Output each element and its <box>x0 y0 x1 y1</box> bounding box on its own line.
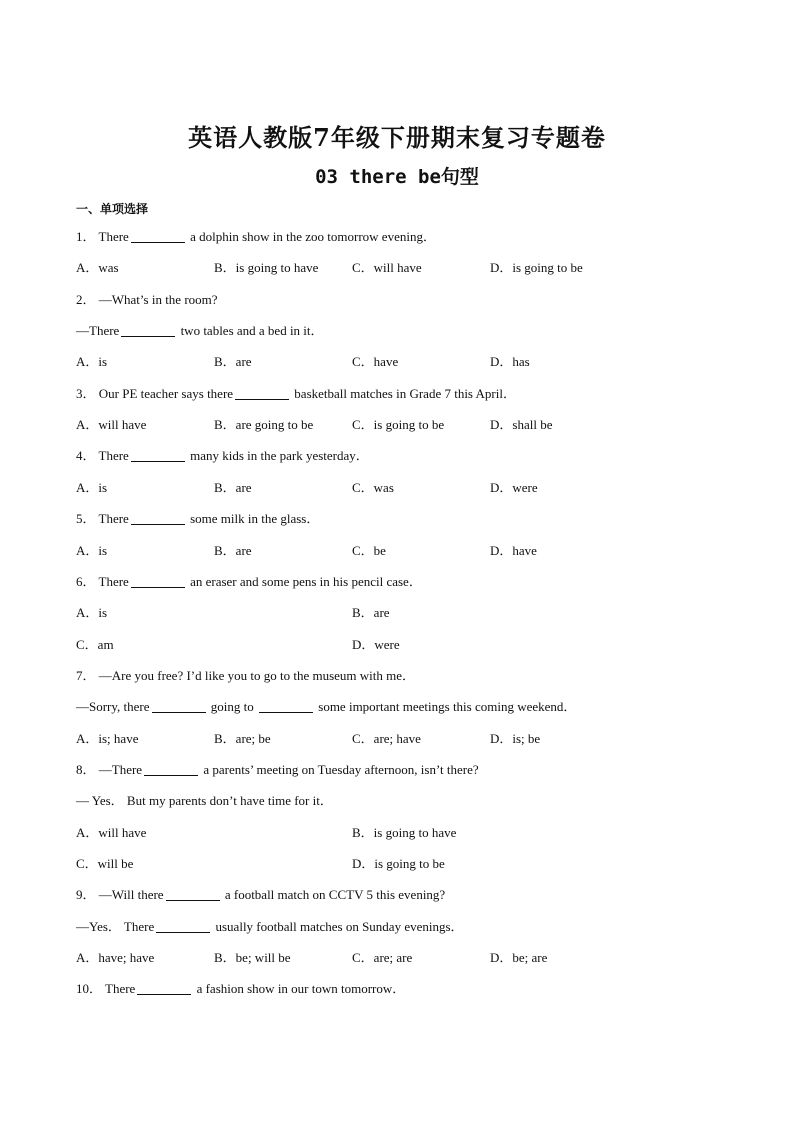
answer-blank <box>131 523 185 525</box>
question-text: some milk in the glass． <box>186 511 320 527</box>
option-row <box>76 947 696 965</box>
question-line <box>76 445 369 464</box>
option-b[interactable]: B．is going to have <box>352 824 457 840</box>
option-a[interactable]: A．is; have <box>76 730 139 746</box>
option-d[interactable]: D．is; be <box>490 730 541 746</box>
question-text: a football match on CCTV 5 this evening? <box>221 887 446 903</box>
question-text: There <box>105 981 136 997</box>
option-c[interactable]: C．are; have <box>352 730 421 746</box>
question-line <box>76 383 516 402</box>
page-subtitle: 03 there be句型 <box>315 166 479 188</box>
option-a[interactable]: A．will have <box>76 417 147 433</box>
question-text: —Will there <box>98 887 164 903</box>
option-d[interactable]: D．is going to be <box>490 260 583 276</box>
page-title: 英语人教版7年级下册期末复习专题卷 <box>188 123 606 152</box>
answer-blank <box>131 586 185 588</box>
question-text: basketball matches in Grade 7 this April． <box>291 385 516 401</box>
option-b[interactable]: B．be; will be <box>214 950 291 966</box>
option-a[interactable]: A．have; have <box>76 950 155 966</box>
option-a[interactable]: A．will have <box>76 824 147 840</box>
question-number: 6． <box>76 573 99 589</box>
question-number: 5． <box>76 511 99 527</box>
question-text: a dolphin show in the zoo tomorrow evening． <box>186 229 436 244</box>
option-d[interactable]: D．be; are <box>490 950 548 966</box>
option-c[interactable]: C．are; are <box>352 950 413 966</box>
question-line <box>76 759 479 778</box>
option-d[interactable]: D．were <box>490 479 538 495</box>
answer-blank <box>235 398 289 400</box>
question-line <box>76 226 436 245</box>
option-a[interactable]: A．is <box>76 479 108 495</box>
answer-blank <box>166 899 220 901</box>
question-text: —Sorry, there <box>76 699 150 715</box>
question-text: There <box>98 229 129 244</box>
option-c[interactable]: C．will be <box>76 856 134 871</box>
option-row <box>76 634 696 652</box>
option-b[interactable]: B．is going to have <box>214 260 319 276</box>
option-row <box>76 351 696 369</box>
question-number: 7． <box>76 667 99 683</box>
answer-blank <box>152 711 206 713</box>
option-c[interactable]: C．was <box>352 479 394 495</box>
question-line <box>76 916 464 935</box>
question-line <box>76 790 333 809</box>
answer-blank <box>131 241 185 243</box>
question-line <box>76 978 405 997</box>
question-text: going to <box>207 699 258 715</box>
question-number: 8． <box>76 761 99 777</box>
question-text: some important meetings this coming weekend． <box>315 699 577 715</box>
answer-blank <box>131 460 185 462</box>
question-line <box>76 665 415 684</box>
option-c[interactable]: C．am <box>76 636 114 652</box>
answer-blank <box>259 711 313 713</box>
question-line <box>76 508 319 527</box>
question-number: 4． <box>76 448 99 464</box>
question-text: —Are you free? I’d like you to go to the museum with me． <box>98 667 416 683</box>
question-text: —Yes． There <box>76 918 155 934</box>
option-row <box>76 257 696 275</box>
option-a[interactable]: A．was <box>76 260 119 276</box>
option-b[interactable]: B．are; be <box>214 730 271 746</box>
option-b[interactable]: B．are <box>352 605 390 621</box>
section-heading: 一、单项选择 <box>76 202 149 216</box>
question-text: There <box>98 573 129 589</box>
question-line <box>76 884 445 903</box>
question-text: a parents’ meeting on Tuesday afternoon, isn’t there? <box>200 761 479 777</box>
option-a[interactable]: A．is <box>76 542 108 558</box>
question-text: many kids in the park yesterday． <box>186 448 369 464</box>
option-row <box>76 853 696 871</box>
option-b[interactable]: B．are <box>214 354 252 370</box>
option-row <box>76 540 696 558</box>
answer-blank <box>156 931 210 933</box>
question-line <box>76 289 218 308</box>
question-text: There <box>98 511 129 527</box>
question-text: Our PE teacher says there <box>98 385 234 401</box>
option-c[interactable]: C．be <box>352 542 386 558</box>
question-text: usually football matches on Sunday evenings． <box>212 918 464 934</box>
question-text: There <box>98 448 129 464</box>
option-a[interactable]: A．is <box>76 354 108 370</box>
option-row <box>76 822 696 840</box>
question-text: a fashion show in our town tomorrow． <box>193 981 406 997</box>
option-a[interactable]: A．is <box>76 605 108 621</box>
option-d[interactable]: D．has <box>490 354 530 370</box>
question-number: 9． <box>76 887 99 903</box>
question-number: 10． <box>76 981 106 997</box>
option-b[interactable]: B．are <box>214 479 252 495</box>
question-number: 2． <box>76 291 99 307</box>
option-b[interactable]: B．are going to be <box>214 417 314 433</box>
question-text: —There <box>98 761 143 777</box>
option-row <box>76 414 696 432</box>
answer-blank <box>144 774 198 776</box>
option-b[interactable]: B．are <box>214 542 252 558</box>
option-d[interactable]: D．is going to be <box>352 856 445 871</box>
option-row <box>76 602 696 620</box>
question-text: an eraser and some pens in his pencil case． <box>186 573 422 589</box>
option-d[interactable]: D．have <box>490 542 537 558</box>
option-d[interactable]: D．were <box>352 636 400 652</box>
answer-blank <box>137 993 191 995</box>
option-row <box>76 477 696 495</box>
question-number: 3． <box>76 385 99 401</box>
question-number: 1． <box>76 229 99 244</box>
question-text: —There <box>76 323 120 339</box>
question-line <box>76 696 576 715</box>
option-row <box>76 728 696 746</box>
option-c[interactable]: C．have <box>352 354 399 370</box>
question-line <box>76 571 422 590</box>
question-line <box>76 320 324 339</box>
option-d[interactable]: D．shall be <box>490 417 553 433</box>
question-text: — Yes． But my parents don’t have time for it． <box>76 793 333 809</box>
answer-blank <box>121 335 175 337</box>
option-c[interactable]: C．is going to be <box>352 417 445 433</box>
question-text: —What’s in the room? <box>98 291 218 307</box>
question-text: two tables and a bed in it． <box>177 323 324 339</box>
option-c[interactable]: C．will have <box>352 260 422 276</box>
